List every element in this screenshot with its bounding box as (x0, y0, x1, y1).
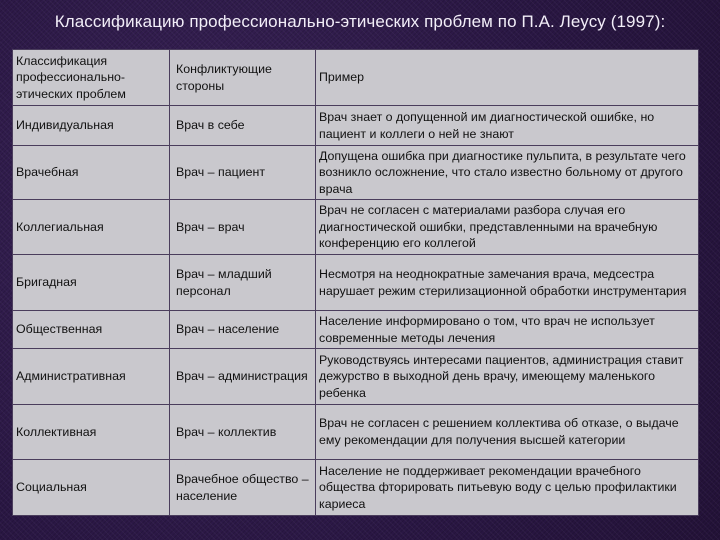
table-row (13, 106, 699, 146)
header-conflicting-parties: Конфликтующие стороны (170, 50, 316, 106)
cell-example: Руководствуясь интересами пациентов, администрация ставит дежурство в выходной день врачу, имеющему маленького ребенка (316, 349, 699, 405)
cell-example: Допущена ошибка при диагностике пульпита, в результате чего возникло осложнение, что стало известно больному от другого врача (316, 146, 699, 200)
classification-table (12, 49, 699, 516)
cell-classification: Административная (13, 349, 170, 405)
cell-classification: Коллегиальная (13, 200, 170, 255)
header-example: Пример (316, 50, 699, 106)
cell-example: Несмотря на неоднократные замечания врача, медсестра нарушает режим стерилизационной обработки инструментария (316, 255, 699, 311)
cell-parties: Врачебное общество – население (170, 460, 316, 516)
cell-classification: Врачебная (13, 146, 170, 200)
cell-parties: Врач в себе (170, 106, 316, 146)
cell-parties: Врач – администрация (170, 349, 316, 405)
cell-example: Врач не согласен с решением коллектива об отказе, о выдаче ему рекомендации для получения высшей категории (316, 405, 699, 460)
table-row (13, 460, 699, 516)
table-row (13, 255, 699, 311)
table-row (13, 200, 699, 255)
cell-classification: Общественная (13, 311, 170, 349)
cell-example: Население не поддерживает рекомендации врачебного общества фторировать питьевую воду с целью профилактики кариеса (316, 460, 699, 516)
table-row (13, 146, 699, 200)
cell-parties: Врач – коллектив (170, 405, 316, 460)
cell-classification: Социальная (13, 460, 170, 516)
cell-classification: Бригадная (13, 255, 170, 311)
cell-classification: Коллективная (13, 405, 170, 460)
cell-classification: Индивидуальная (13, 106, 170, 146)
table-header-row (13, 50, 699, 106)
cell-parties: Врач – пациент (170, 146, 316, 200)
classification-table-container (12, 49, 699, 516)
table-row (13, 349, 699, 405)
cell-example: Врач знает о допущенной им диагностической ошибке, но пациент и коллеги о ней не знают (316, 106, 699, 146)
cell-parties: Врач – население (170, 311, 316, 349)
cell-example: Врач не согласен с материалами разбора случая его диагностической ошибки, представленными на врачебную конференцию его коллегой (316, 200, 699, 255)
cell-example: Население информировано о том, что врач не использует современные методы лечения (316, 311, 699, 349)
table-row (13, 311, 699, 349)
table-row (13, 405, 699, 460)
slide-title: Классификацию профессионально-этических проблем по П.А. Леусу (1997): (54, 12, 666, 31)
cell-parties: Врач – младший персонал (170, 255, 316, 311)
header-classification: Классификация профессионально-этических проблем (13, 50, 170, 106)
cell-parties: Врач – врач (170, 200, 316, 255)
